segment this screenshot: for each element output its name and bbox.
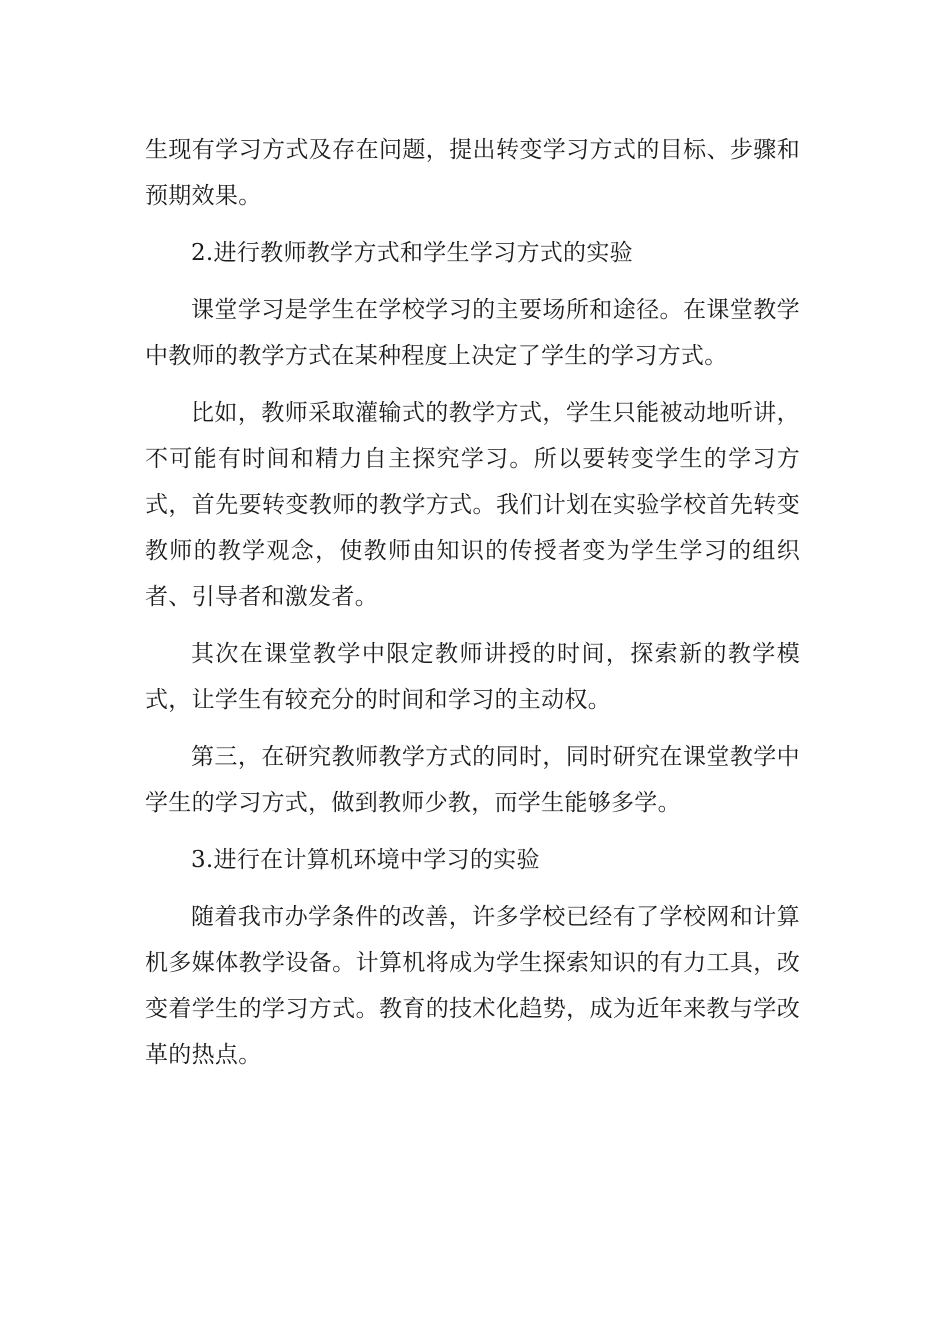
paragraph: 课堂学习是学生在学校学习的主要场所和途径。在课堂教学中教师的教学方式在某种程度上决定了学生的学习方式。 [145,297,800,369]
document-body [145,127,800,1089]
paragraph: 其次在课堂教学中限定教师讲授的时间，探索新的教学模式，让学生有较充分的时间和学习的主动权。 [145,641,800,713]
paragraph: 随着我市办学条件的改善，许多学校已经有了学校网和计算机多媒体教学设备。计算机将成为学生探索知识的有力工具，改变着学生的学习方式。教育的技术化趋势，成为近年来教与学改革的热点。 [145,904,800,1068]
paragraph: 比如，教师采取灌输式的教学方式，学生只能被动地听讲，不可能有时间和精力自主探究学习。所以要转变学生的学习方式，首先要转变教师的教学方式。我们计划在实验学校首先转变教师的教学观念，使教师由知识的传授者变为学生学习的组织者、引导者和激发者。 [145,400,800,610]
paragraph-continuation: 生现有学习方式及存在问题，提出转变学习方式的目标、步骤和预期效果。 [145,137,800,209]
section-heading-3: 3.进行在计算机环境中学习的实验 [191,847,540,873]
paragraph: 第三，在研究教师教学方式的同时，同时研究在课堂教学中学生的学习方式，做到教师少教，而学生能够多学。 [145,744,800,816]
section-heading-2: 2.进行教师教学方式和学生学习方式的实验 [191,240,633,266]
